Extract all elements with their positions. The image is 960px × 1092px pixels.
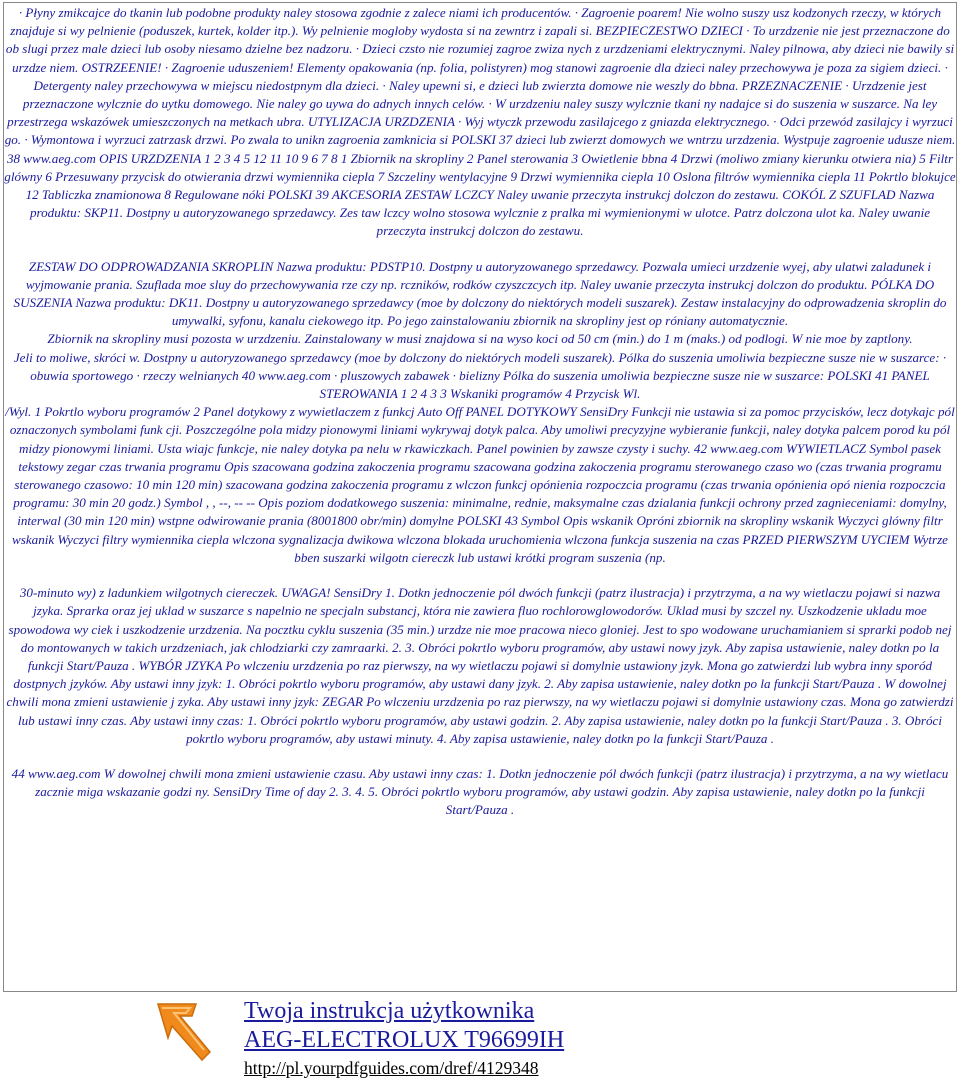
footer-title-link[interactable]: Twoja instrukcja użytkownika [244, 998, 535, 1024]
paragraph-6: 30-minuto wy) z ladunkiem wilgotnych cierеczek. UWAGA! SensiDry 1. Dotkn jednoczenie pól dwóch funkcji (patrz ilustracja) i przytrzyma, a na wy wietlaczu pojawi si nazwa jzyka. Sprarka oraz jej uklad w suszarce s napelnio ne specjaln substancj, która nie zawiera fluo rochlorowglowodorów. Uklad musi by szczel ny. Uszkodzenie ukladu moe spowodowa wy ciek i uszkodzenie urzdzenia. Na pocztku cyklu suszenia (35 min.) urzdze nie moe pracowa nieco gloniej. Jest to spo wodowane uruchamianiem si sprarki podob nej do montowanych w takich urzdzeniach, jak chlodziarki czy zamraarki. 2. 3. Obróci pokrtlo wyboru programów, aby ustawi nowy jzyk. Aby zapisa ustawienie, naley dotkn po la funkcji Start/Pauza . WYBÓR JZYKA Po wlczeniu urzdzenia po raz pierwszy, na wy wietlaczu pojawi si domylnie ustawiony jzyk. Mona go zatwierdzi lub wybra inny sporód dostpnych jzyków. Aby ustawi inny jzyk: 1. Obróci pokrtlo wyboru programów, aby ustawi dany jzyk. 2. Aby zapisa ustawienie, naley dotkn po la funkcji Start/Pauza . W dowolnej chwili mona zmieni ustawienie j zyka. Aby ustawi inny jzyk: ZEGAR Po wlczeniu urzdzenia po raz pierwszy, na wy wietlaczu pojawi si domylnie ustawiony czas. Mona go zatwierdzi lub ustawi inny czas. Aby ustawi inny czas: 1. Obróci pokrtlo wyboru programów, aby ustawi godzin. 2. Aby zapisa ustawienie, naley dotkn po la funkcji Start/Pauza . 3. Obróci pokrtlo wyboru programów, aby ustawi minuty. 4. Aby zapisa ustawienie, naley dotkn po la funkcji Start/Pauza . [6, 585, 954, 746]
manual-text [4, 4, 956, 992]
paragraph-3: Zbiornik na skropliny musi pozosta w urzdzeniu. Zainstalowany w musi znajdowa si na wyso koci od 50 cm (min.) do 1 m (maks.) od podlogi. W nie moe by zaptlony. [47, 331, 913, 347]
paragraph-5: /Wyl. 1 Pokrtlo wyboru programów 2 Panel dotykowy z wywietlaczem z funkcj Auto Off PANEL DOTYKOWY SensiDry Funkcji nie ustawia si za pomoc przycisków, lecz dotykajc pól oznaczonych symbolami funk cji. Poszczególne pola midzy pionowymi liniami wykrywaj dotyk palca. Aby umoliwi precyzyjne wybieranie funkcji, naley dotyka palcem porod ku pól midzy pionowymi liniami. Usta wiajc funkcje, nie naley dotyka pa nelu w rkawiczkach. Panel powinien by zawsze czysty i suchy. 42 www.aeg.com WYWIETLACZ Symbol pasek tekstowy zegar czas trwania programu Opis szacowana godzina zakoczenia programu szacowana godzina zakoczenia programu sterowanego czaso wo (czas trwania programu sterowanego czasowo: 10 min 120 min) szacowana godzina zakoczenia programu z wlczon funkcj opónienia rozpoczcia programu (czas trwania opónienia opó nienia rozpoczcia programu: 30 min 20 godz.) Symbol , , --, -- -- Opis poziom dodatkowego suszenia: minimalne, rednie, maksymalne czas dzialania funkcji ochrony przed zagnieceniami: domylny, interwal (30 min 120 min) wstpne odwirowanie prania (8001800 obr/min) domylne POLSKI 43 Symbol Opis wskanik Opróni zbiornik na skropliny wskanik Wyczyci glówny filtr wskanik Wyczyci filtry wymiennika ciepla wlczona sygnalizacja dwikowa wlczona blokada uruchomienia wlczona funkcja suszenia na czas PRZED PIERWSZYM UYCIEM Wytrze bben suszarki wilgotn ciereczk lub ustawi krótki program suszenia (np. [5, 404, 955, 565]
footer [244, 997, 564, 1080]
footer-model-link[interactable]: AEG-ELECTROLUX T96699IH [244, 1027, 565, 1053]
paragraph-7: 44 www.aeg.com W dowolnej chwili mona zmieni ustawienie czasu. Aby ustawi inny czas: 1. Dotkn jednoczenie pól dwóch funkcji (patrz ilustracja) i przytrzyma, a na wy wietlacu zacznie miga wskazanie godzi ny. SensiDry Time of day 2. 3. 4. 5. Obróci pokrtlo wyboru programów, aby ustawi godzin. Aby zapisa ustawienie, naley dotkn po la funkcji Start/Pauza . [11, 765, 949, 818]
footer-url-link[interactable]: http://pl.yourpdfguides.com/dref/4129348 [244, 1058, 539, 1078]
paragraph-4: Jeli to moliwe, skróci w. Dostpny u autoryzowanego sprzedawcy (moe by dolczony do niektórych modeli suszarek). Pólka do suszenia umoliwia bezpieczne susze nie w suszarce: · obuwia sportowego · rzeczy welnianych 40 www.aeg.com · pluszowych zabawek · bielizny Pólka do suszenia umoliwia bezpieczne susze nie w suszarce: POLSKI 41 PANEL STEROWANIA 1 2 4 3 3 Wskaniki programów 4 Przycisk Wl. [13, 349, 947, 402]
orange-arrow-logo-icon [152, 996, 232, 1068]
paragraph-2: ZESTAW DO ODPROWADZANIA SKROPLIN Nazwa produktu: PDSTP10. Dostpny u autoryzowanego sprzedawcy. Pozwala umieci urzdzenie wyej, aby ulatwi zaladunek i wyjmowanie prania. Szuflada moe sluy do przechowywania rze czy np. rczników, rodków czyszczcych itp. Naley uwanie przeczyta instrukcj dolczon do produktu. PÓLKA DO SUSZENIA Nazwa produktu: DK11. Dostpny u autoryzowanego sprzedawcy (moe by dolczony do niektórych modeli suszarek). Zestaw instalacyjny do odprowadzenia skroplin do umywalki, syfonu, kanalu ciekowego itp. Po jego zainstalowaniu zbiornik na skropliny jest op róniany automatycznie. [13, 258, 947, 329]
paragraph-1: · Płyny zmikcajce do tkanin lub podobne produkty naley stosowa zgodnie z zalece niami ich producentów. · Zagroenie poarem! Nie wolno suszy usz kodzonych rzeczy, w których znajduje si wy pelnienie (poduszek, kurtek, kolder itp.). Wy pelnienie mogloby wydosta si na zewntrz i zapali si. BEZPIECZESTWO DZIECI · To urzdzenie nie jest przeznaczone do ob slugi przez male dzieci lub osoby niesamo dzielne bez nadzoru. · Dzieci czsto nie rozumiej zagroe zwiza nych z urzdzeniami elektrycznymi. Naley pilnowa, aby dzieci nie bawily si urzdze niem. OSTRZEENIE! · Zagroenie uduszeniem! Elementy opakowania (np. folia, polistyren) mog stanowi zagroenie dla dzieci naley przechowywa je poza za sigiem dzieci. · Detergenty naley przechowywa w miejscu niedostpnym dla dzieci. · Naley upewni si, e dzieci lub zwierzta domowe nie weszly do bbna. PRZEZNACZENIE · Urzdzenie jest przeznaczone wylcznie do uytku domowego. Nie naley go uywa do adnych innych celów. · W urzdzeniu naley suszy wylcznie tkani ny nadajce si do suszenia w suszarce. Na ley przestrzega wskazówek umieszczonych na metkach ubra. UTYLIZACJA URZDZENIA · Wyj wtyczk przewodu zasilajcego z gniazda elektrycznego. · Odci przewód zasilajcy i wyrzuci go. · Wymontowa i wyrzuci zatrzask drzwi. Po zwala to unikn zagroenia zamknicia si POLSKI 37 dzieci lub zwierzt domowych we wntrzu urzdzenia. Wystpuje zagroenie udusze niem. 38 www.aeg.com OPIS URZDZENIA 1 2 3 4 5 12 11 10 9 6 7 8 1 Zbiornik na skropliny 2 Panel sterowania 3 Owietlenie bbna 4 Drzwi (moliwo zmiany kierunku otwiera nia) 5 Filtr glówny 6 Przesuwany przycisk do otwierania drzwi wymiennika ciepla 7 Szczeliny wentylacyjne 9 Drzwi wymiennika ciepla 10 Oslona filtrów wymiennika ciepla 11 Pokrtlo blokujce 12 Tabliczka znamionowa 8 Regulowane nóki POLSKI 39 AKCESORIA ZESTAW LCZCY Naley uwanie przeczyta instrukcj dolczon do zestawu. COKÓL Z SZUFLAD Nazwa produktu: SKP11. Dostpny u autoryzowanego sprzedawcy. Zes taw lczcy wolno stosowa wylcznie z pralka mi wymienionymi w ulotce. Patrz dolczona ulot ka. Naley uwanie przeczyta instrukcj dolczon do zestawu. [4, 5, 956, 239]
